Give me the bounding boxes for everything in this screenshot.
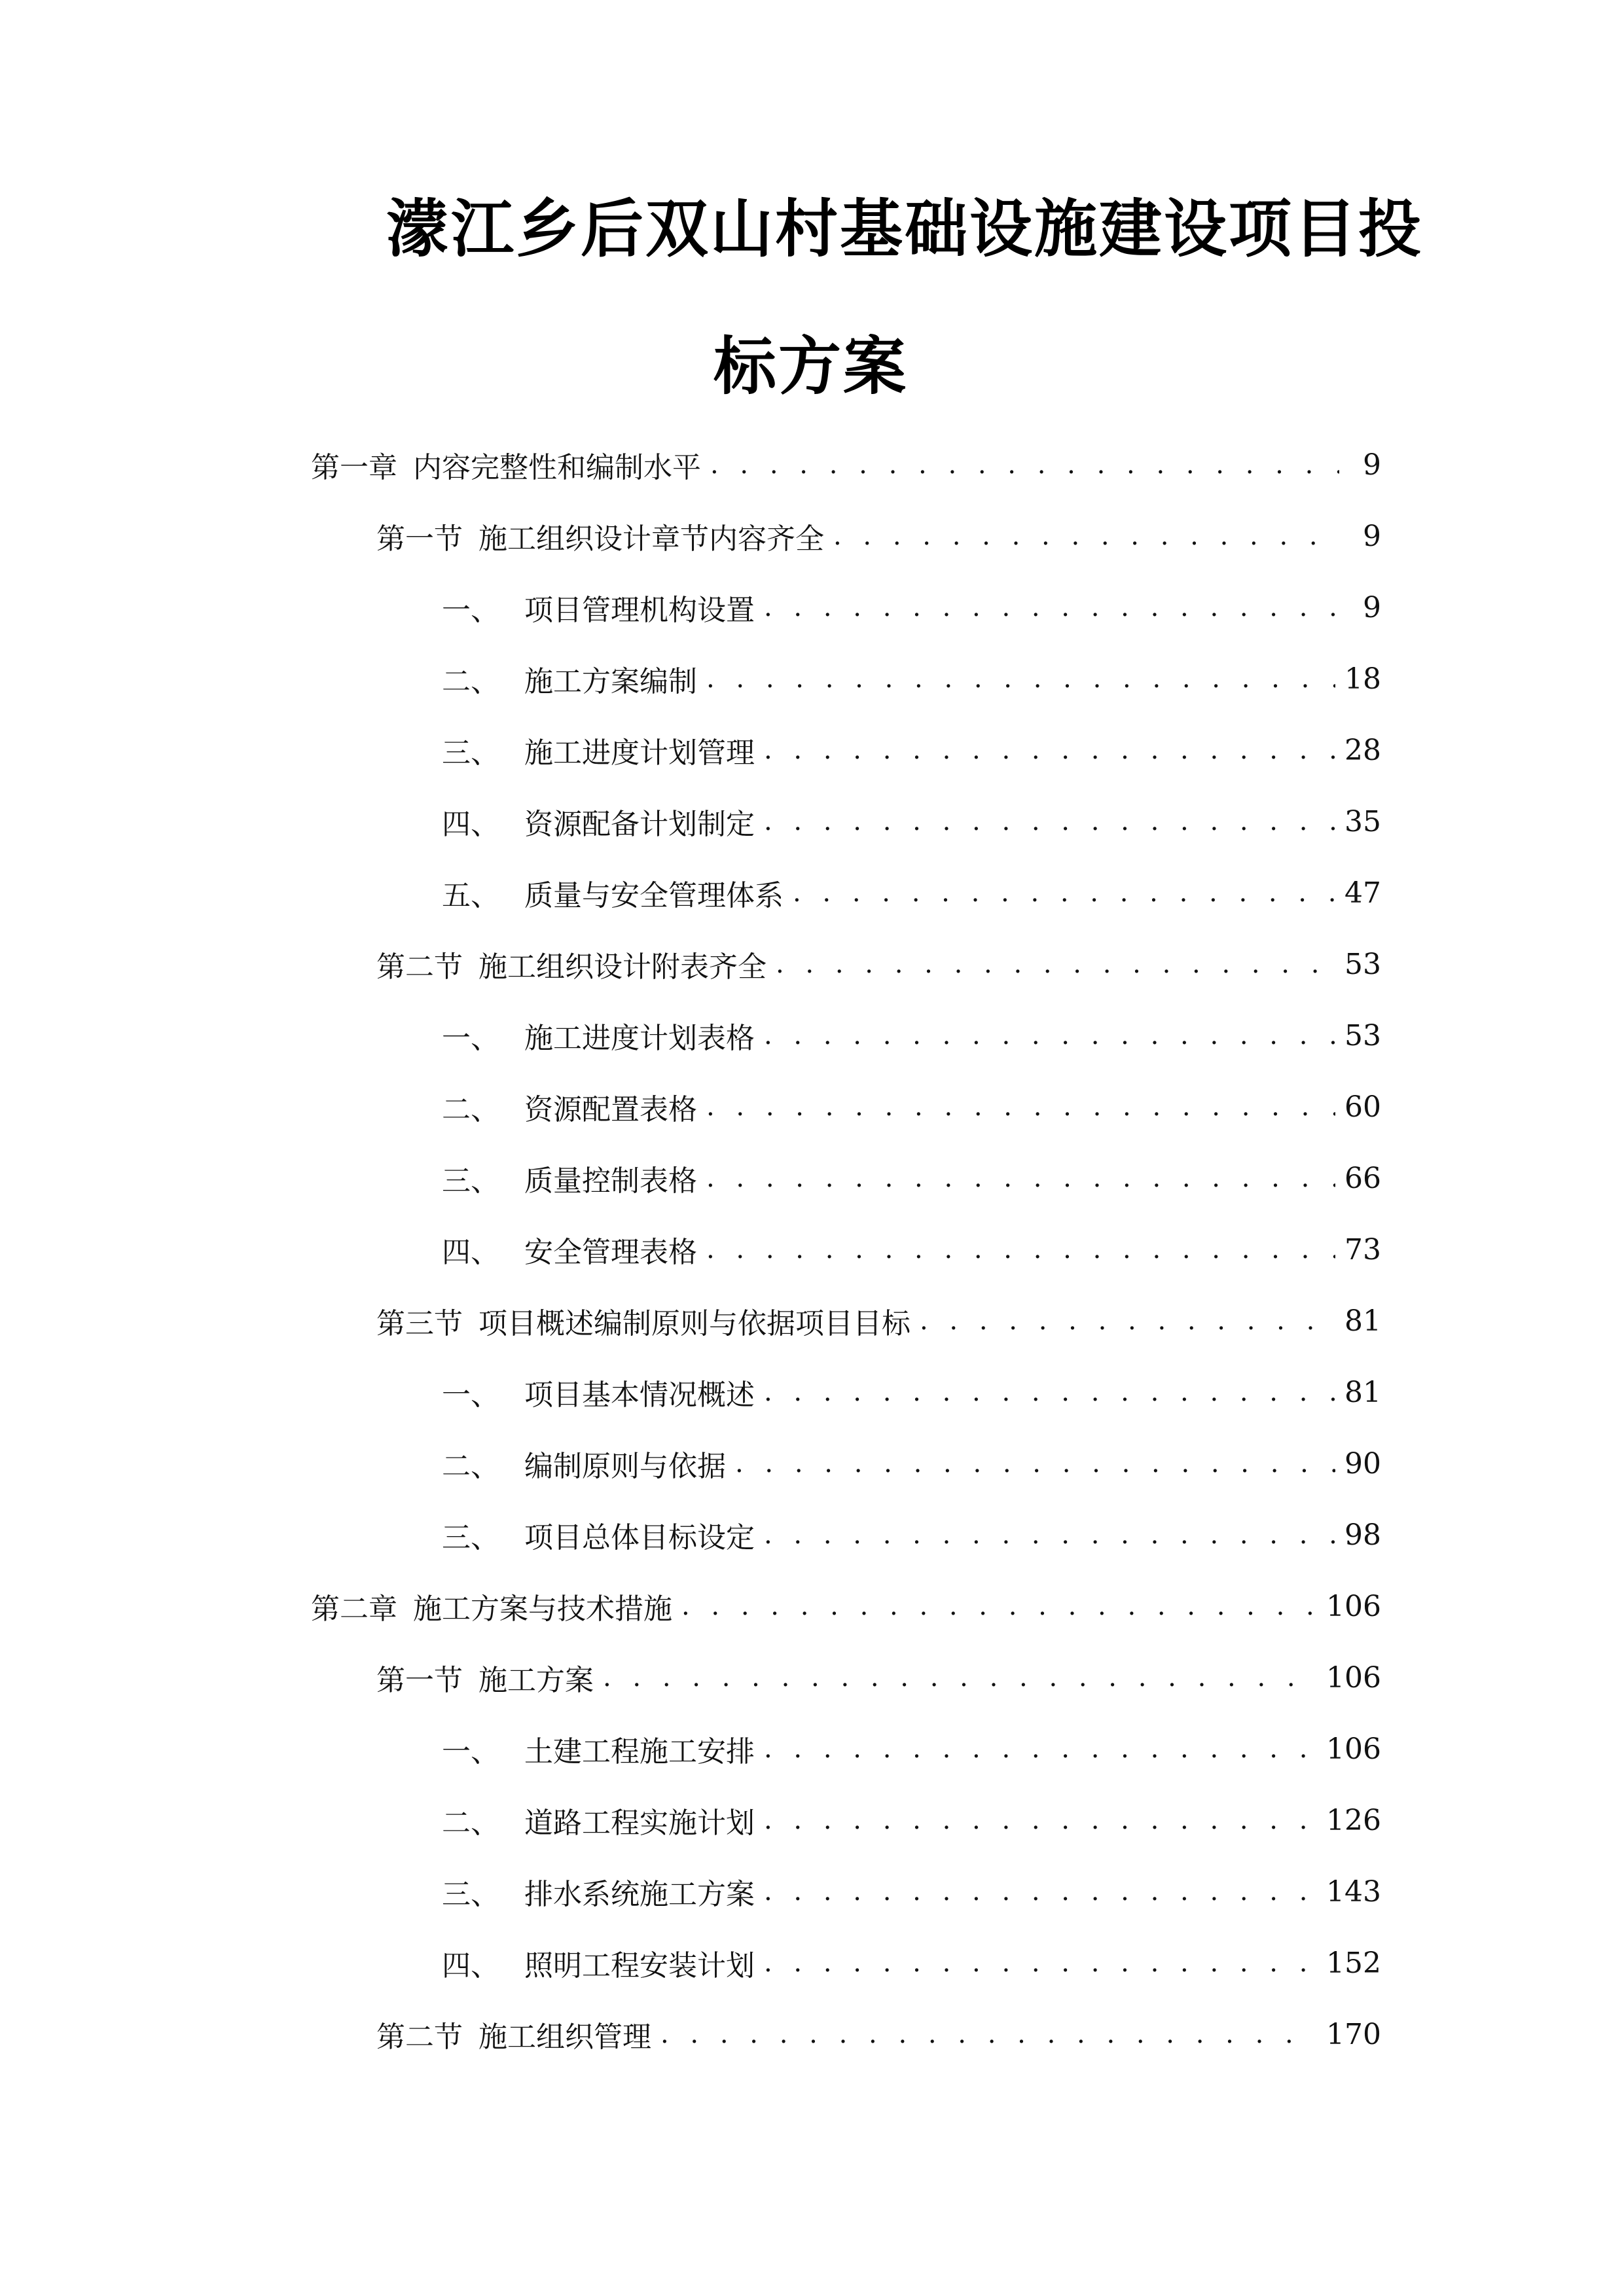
toc-leader-dots: [764, 592, 1339, 622]
toc-leader-dots: [764, 806, 1335, 836]
toc-entry-section[interactable]: [376, 1285, 1381, 1357]
toc-entry-chapter[interactable]: [311, 429, 1381, 501]
toc-number: 第一节: [376, 522, 463, 556]
toc-number: 第三节: [376, 1307, 463, 1340]
toc-title: 安全管理表格: [524, 1236, 697, 1269]
toc-page-number: 81: [1344, 1375, 1381, 1409]
toc-page-number: 53: [1344, 1018, 1381, 1052]
toc-leader-dots: [764, 1948, 1317, 1978]
toc-entry-item[interactable]: [442, 1927, 1381, 1999]
toc-page-number: 73: [1344, 1232, 1381, 1266]
toc-title: 质量控制表格: [524, 1164, 697, 1198]
toc-page-number: 18: [1344, 662, 1381, 696]
toc-page-number: 106: [1326, 1589, 1381, 1623]
toc-title: 施工方案编制: [524, 665, 697, 698]
toc-number: 一、: [442, 1022, 499, 1055]
toc-page-number: 35: [1344, 804, 1381, 838]
toc-title: 资源配备计划制定: [524, 808, 755, 841]
toc-label: [311, 1585, 672, 1627]
toc-entry-item[interactable]: [442, 1784, 1381, 1856]
toc-entry-item[interactable]: [442, 857, 1381, 929]
toc-number: 四、: [442, 808, 499, 841]
toc-page-number: 9: [1363, 519, 1381, 553]
toc-leader-dots: [833, 521, 1339, 551]
toc-number: 第二节: [376, 950, 463, 984]
toc-number: 四、: [442, 1236, 499, 1269]
toc-leader-dots: [603, 1662, 1317, 1693]
toc-label: [442, 872, 784, 914]
toc-leader-dots: [735, 1448, 1335, 1479]
toc-leader-dots: [776, 949, 1335, 979]
toc-number: 一、: [442, 594, 499, 627]
toc-label: [376, 1300, 911, 1342]
toc-entry-item[interactable]: [442, 999, 1381, 1071]
toc-number: 一、: [442, 1735, 499, 1768]
toc-leader-dots: [764, 1876, 1317, 1907]
toc-entry-item[interactable]: [442, 1427, 1381, 1499]
toc-title: 施工组织管理: [478, 2020, 651, 2054]
toc-number: 三、: [442, 1878, 499, 1911]
toc-page-number: 106: [1326, 1732, 1381, 1766]
toc-title: 质量与安全管理体系: [524, 879, 784, 912]
toc-label: [442, 1229, 697, 1270]
toc-leader-dots: [706, 1234, 1335, 1265]
toc-label: [442, 1871, 755, 1912]
toc-leader-dots: [706, 1163, 1335, 1193]
toc-entry-item[interactable]: [442, 1071, 1381, 1143]
toc-label: [311, 444, 701, 486]
toc-page-number: 143: [1326, 1874, 1381, 1909]
toc-entry-section[interactable]: [376, 1998, 1381, 2070]
toc-entry-item[interactable]: [442, 1356, 1381, 1428]
toc-number: 一、: [442, 1378, 499, 1412]
toc-entry-section[interactable]: [376, 928, 1381, 1000]
toc-page-number: 81: [1344, 1304, 1381, 1338]
toc-title: 施工方案与技术措施: [413, 1592, 672, 1626]
toc-title: 内容完整性和编制水平: [413, 451, 701, 484]
toc-leader-dots: [681, 1591, 1317, 1621]
toc-title: 道路工程实施计划: [524, 1806, 755, 1840]
toc-label: [442, 1014, 755, 1056]
toc-title: 施工方案: [478, 1664, 594, 1697]
toc-title: 项目管理机构设置: [524, 594, 755, 627]
toc-number: 二、: [442, 665, 499, 698]
toc-title: 施工进度计划表格: [524, 1022, 755, 1055]
toc-title: 项目总体目标设定: [524, 1521, 755, 1554]
title-line-2: 标方案: [713, 330, 908, 403]
title-line-1: 濛江乡后双山村基础设施建设项目投: [386, 192, 1423, 266]
toc-label: [442, 658, 697, 700]
toc-leader-dots: [764, 1734, 1317, 1764]
toc-leader-dots: [660, 2019, 1317, 2049]
toc-entry-item[interactable]: [442, 1856, 1381, 1928]
toc-label: [376, 515, 824, 557]
toc-title: 项目概述编制原则与依据项目目标: [478, 1307, 911, 1340]
toc-number: 第一章: [311, 451, 397, 484]
toc-label: [442, 1942, 755, 1984]
toc-page-number: 9: [1363, 590, 1381, 624]
toc-label: [442, 1514, 755, 1556]
toc-page-number: 106: [1326, 1660, 1381, 1695]
toc-leader-dots: [710, 450, 1339, 480]
toc-label: [442, 1371, 755, 1413]
toc-title: 照明工程安装计划: [524, 1949, 755, 1982]
toc-title: 土建工程施工安排: [524, 1735, 755, 1768]
toc-page-number: 90: [1344, 1446, 1381, 1480]
toc-number: 二、: [442, 1450, 499, 1483]
toc-entry-item[interactable]: [442, 1213, 1381, 1285]
toc-page-number: 9: [1363, 448, 1381, 482]
toc-number: 二、: [442, 1806, 499, 1840]
toc-leader-dots: [706, 664, 1335, 694]
toc-leader-dots: [706, 1092, 1335, 1122]
toc-label: [442, 800, 755, 842]
toc-page-number: 98: [1344, 1518, 1381, 1552]
toc-page-number: 53: [1344, 947, 1381, 981]
toc-label: [376, 1657, 594, 1698]
toc-page-number: 170: [1326, 2017, 1381, 2051]
toc-page-number: 152: [1326, 1946, 1381, 1980]
toc-label: [442, 1086, 697, 1128]
toc-number: 第一节: [376, 1664, 463, 1697]
toc-leader-dots: [764, 1020, 1335, 1050]
toc-entry-chapter[interactable]: [311, 1570, 1381, 1642]
toc-title: 施工组织设计章节内容齐全: [478, 522, 824, 556]
toc-leader-dots: [764, 1805, 1317, 1835]
toc-label: [442, 586, 755, 628]
toc-leader-dots: [920, 1306, 1335, 1336]
toc-number: 三、: [442, 1521, 499, 1554]
toc-title: 资源配置表格: [524, 1093, 697, 1126]
toc-page-number: 66: [1344, 1161, 1381, 1195]
toc-label: [442, 1443, 726, 1484]
toc-leader-dots: [764, 735, 1335, 765]
toc-number: 四、: [442, 1949, 499, 1982]
toc-number: 第二章: [311, 1592, 397, 1626]
toc-leader-dots: [764, 1377, 1335, 1407]
toc-leader-dots: [793, 878, 1335, 908]
toc-page-number: 28: [1344, 733, 1381, 767]
toc-page-number: 60: [1344, 1090, 1381, 1124]
toc-entry-item[interactable]: [442, 643, 1381, 715]
toc-number: 二、: [442, 1093, 499, 1126]
toc-leader-dots: [764, 1520, 1335, 1550]
toc-label: [442, 1157, 697, 1199]
toc-label: [442, 729, 755, 771]
toc-title: 排水系统施工方案: [524, 1878, 755, 1911]
toc-number: 五、: [442, 879, 499, 912]
toc-page-number: 126: [1326, 1803, 1381, 1837]
toc-entry-section[interactable]: [376, 500, 1381, 572]
toc-label: [376, 2013, 651, 2055]
toc-label: [442, 1799, 755, 1841]
toc-title: 施工进度计划管理: [524, 736, 755, 770]
toc-label: [376, 943, 767, 985]
toc-entry-section[interactable]: [376, 1641, 1381, 1713]
toc-title: 施工组织设计附表齐全: [478, 950, 767, 984]
toc-number: 三、: [442, 1164, 499, 1198]
toc-page-number: 47: [1344, 876, 1381, 910]
toc-entry-item[interactable]: [442, 1713, 1381, 1785]
toc-title: 编制原则与依据: [524, 1450, 726, 1483]
toc-entry-item[interactable]: [442, 571, 1381, 643]
toc-entry-item[interactable]: [442, 785, 1381, 857]
toc-entry-item[interactable]: [442, 1499, 1381, 1571]
toc-number: 第二节: [376, 2020, 463, 2054]
toc-entry-item[interactable]: [442, 714, 1381, 786]
toc-entry-item[interactable]: [442, 1142, 1381, 1214]
toc-title: 项目基本情况概述: [524, 1378, 755, 1412]
toc-label: [442, 1728, 755, 1770]
toc-number: 三、: [442, 736, 499, 770]
